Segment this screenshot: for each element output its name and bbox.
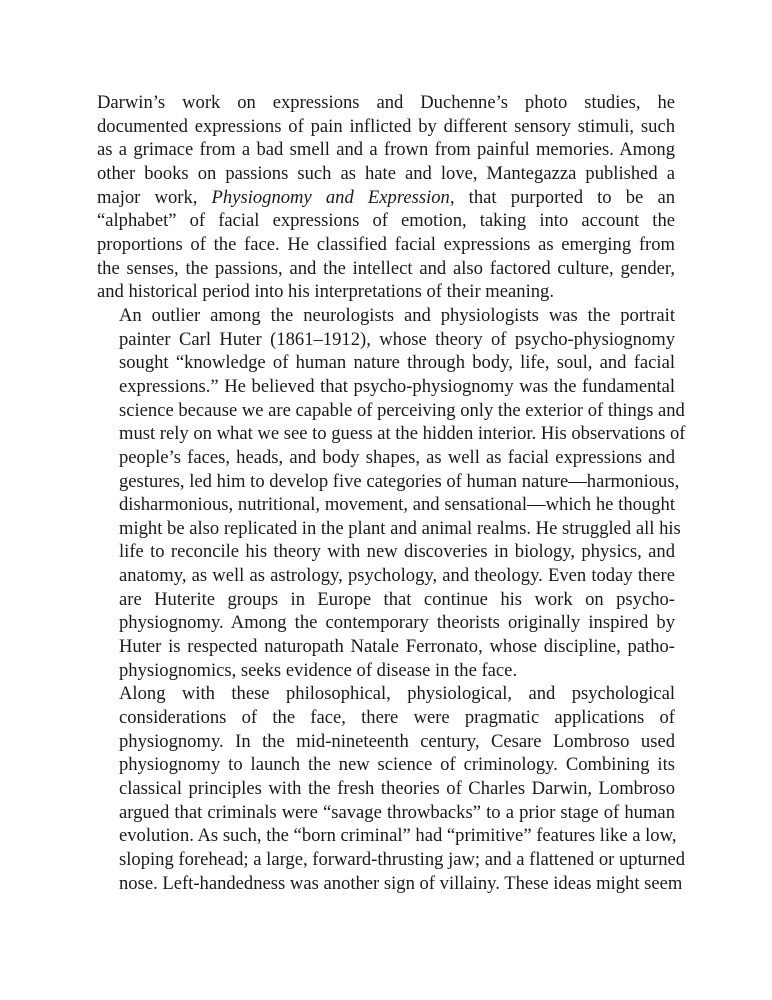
- text-line: painter Carl Huter (1861–1912), whose theory of psycho-physiognomy: [119, 328, 675, 350]
- text-line: people’s faces, heads, and body shapes, as well as facial expressions and: [119, 446, 675, 468]
- text-line: and historical period into his interpretations of their meaning.: [97, 281, 554, 303]
- text-line: life to reconcile his theory with new discoveries in biology, physics, and: [119, 541, 675, 563]
- text-line: evolution. As such, the “born criminal” had “primitive” features like a low,: [119, 825, 677, 847]
- text-line: proportions of the face. He classified facial expressions as emerging from: [97, 233, 675, 255]
- text-line: classical principles with the fresh theories of Charles Darwin, Lombroso: [119, 778, 675, 800]
- text-line: gestures, led him to develop five categories of human nature—harmonious,: [119, 470, 680, 492]
- text-line: might be also replicated in the plant and animal realms. He struggled all his: [119, 517, 681, 539]
- text-line: documented expressions of pain inflicted by different sensory stimuli, such: [97, 115, 675, 137]
- book-title: Physiognomy and Expression,: [211, 186, 455, 208]
- text-line: argued that criminals were “savage throwbacks” to a prior stage of human: [119, 801, 675, 823]
- text-line: physiognomics, seeks evidence of disease in the face.: [119, 659, 518, 681]
- text-line: Along with these philosophical, physiological, and psychological: [119, 683, 675, 705]
- text-line: Huter is respected naturopath Natale Ferronato, whose discipline, patho-: [119, 636, 675, 658]
- text-line: disharmonious, nutritional, movement, and sensational—which he thought: [119, 494, 675, 516]
- document-page: [97, 91, 686, 895]
- text-line: physiognomy. In the mid-nineteenth century, Cesare Lombroso used: [119, 730, 675, 752]
- text-line: sloping forehead; a large, forward-thrusting jaw; and a flattened or upturned: [119, 849, 686, 870]
- text-line: are Huterite groups in Europe that continue his work on psycho-: [119, 588, 675, 610]
- text-line: “alphabet” of facial expressions of emotion, taking into account the: [97, 210, 675, 232]
- text-line: physiognomy. Among the contemporary theorists originally inspired by: [119, 612, 675, 634]
- text-line: the senses, the passions, and the intellect and also factored culture, gender,: [97, 257, 675, 279]
- text-line: major work, Physiognomy and Expression, that purported to be an: [97, 186, 676, 208]
- text-line: sought “knowledge of human nature through body, life, soul, and facial: [119, 352, 675, 374]
- text-line: nose. Left-handedness was another sign of villainy. These ideas might seem: [119, 872, 683, 894]
- text-line: physiognomy to launch the new science of criminology. Combining its: [119, 754, 675, 776]
- text-line: An outlier among the neurologists and physiologists was the portrait: [119, 304, 675, 326]
- paragraph: [97, 682, 686, 895]
- text-line: must rely on what we see to guess at the hidden interior. His observations of: [119, 423, 686, 445]
- paragraph: [97, 91, 675, 304]
- text-line: science because we are capable of perceiving only the exterior of things and: [119, 399, 685, 421]
- text-line: as a grimace from a bad smell and a frown from painful memories. Among: [97, 139, 675, 161]
- text-line: other books on passions such as hate and love, Mantegazza published a: [97, 162, 675, 184]
- paragraph: [97, 304, 686, 683]
- text-line: Darwin’s work on expressions and Duchenne’s photo studies, he: [97, 92, 675, 113]
- text-line: anatomy, as well as astrology, psychology, and theology. Even today there: [119, 565, 675, 587]
- text-line: considerations of the face, there were pragmatic applications of: [119, 707, 675, 729]
- text-line: expressions.” He believed that psycho-physiognomy was the fundamental: [119, 375, 675, 397]
